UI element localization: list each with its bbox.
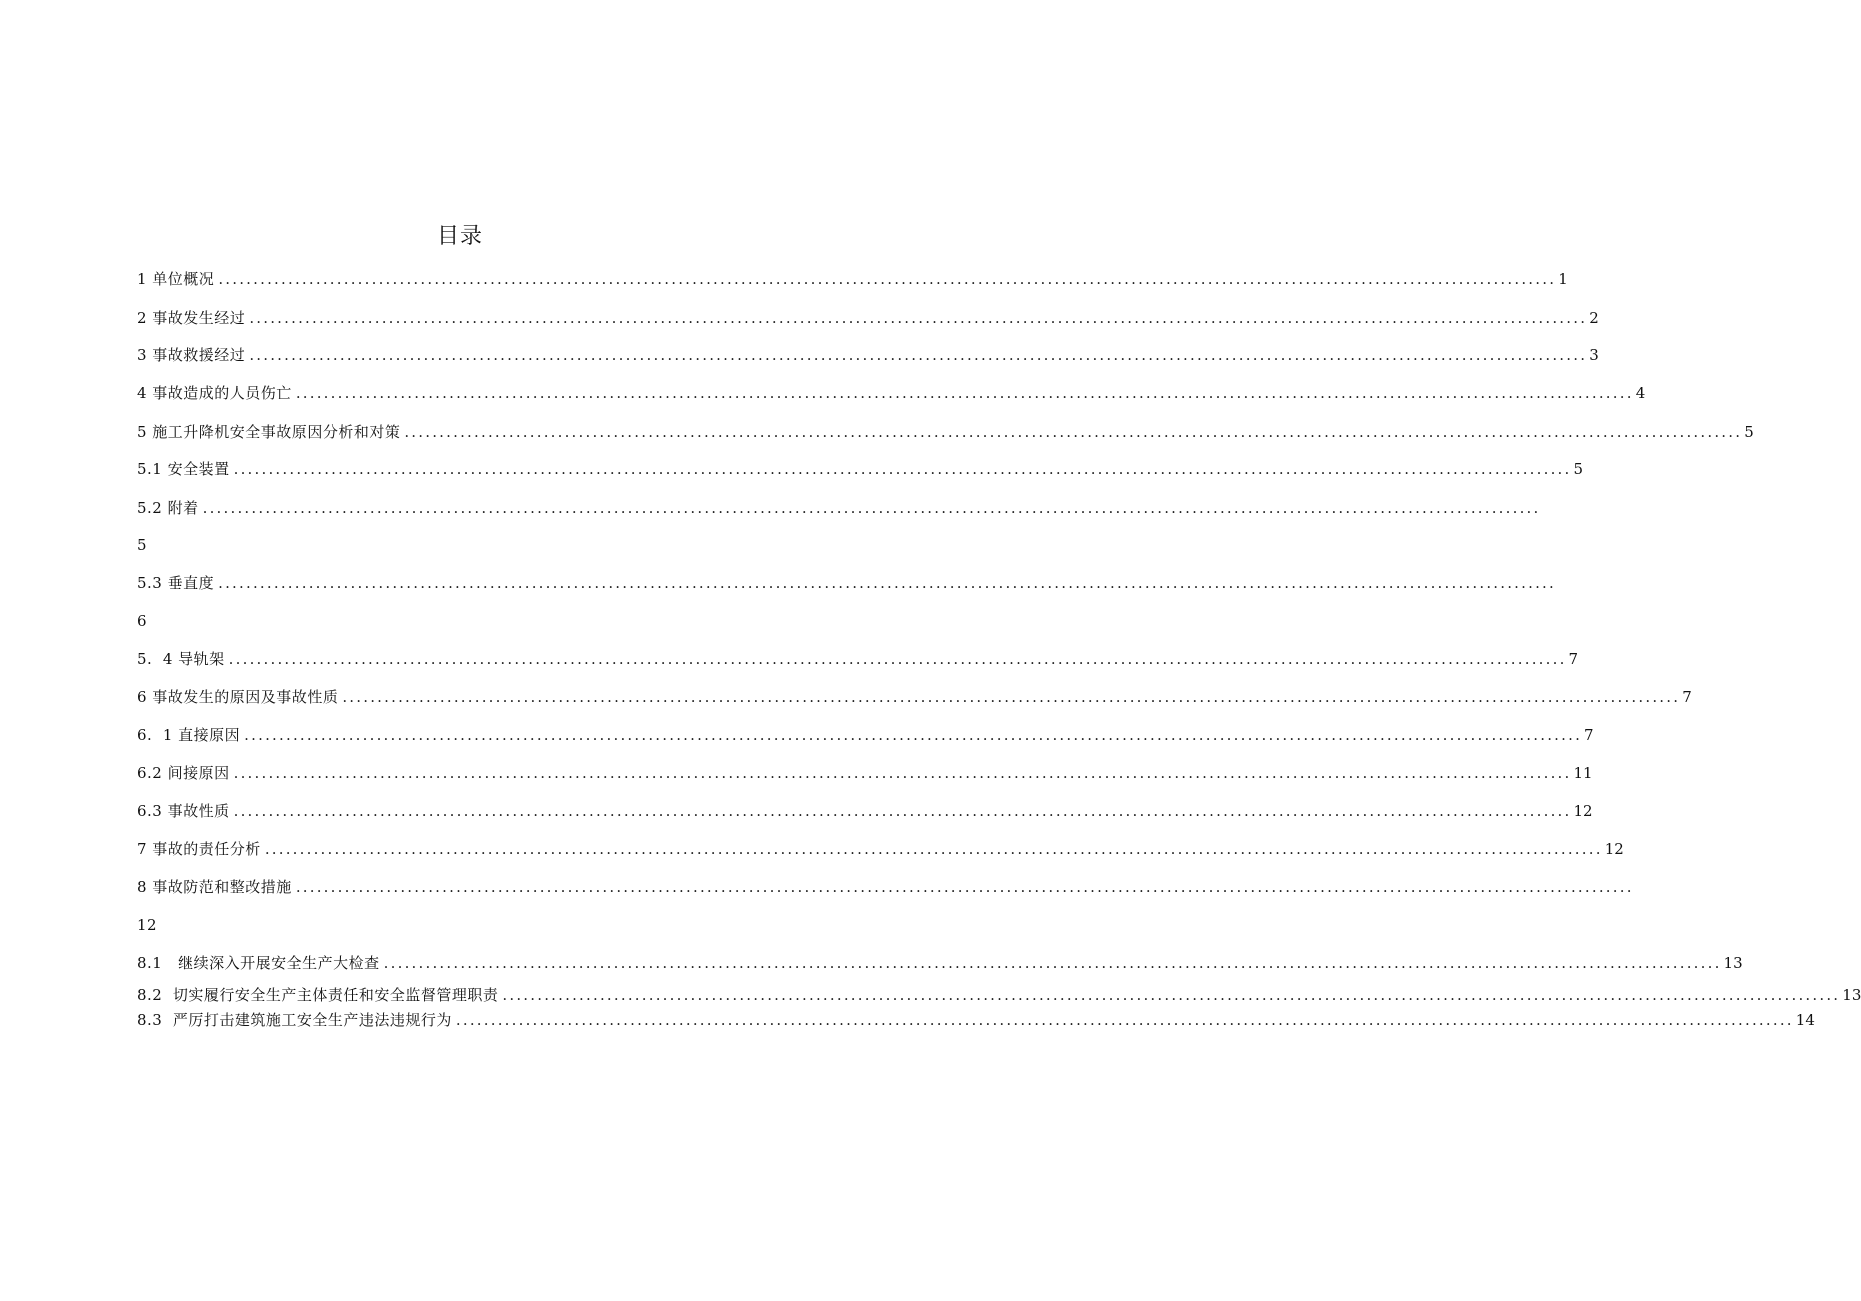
toc-entry[interactable] bbox=[137, 984, 1861, 1006]
toc-entry-page: 13 bbox=[1842, 986, 1861, 1004]
toc-entry[interactable] bbox=[137, 382, 1646, 404]
toc-entry-page: 7 bbox=[1568, 650, 1579, 668]
toc-entry[interactable] bbox=[137, 876, 1634, 898]
toc-entry-label: 5.2 附着 bbox=[137, 499, 199, 517]
toc-entry-label: 5.3 垂直度 bbox=[137, 574, 215, 592]
toc-entry-page: 5 bbox=[137, 536, 148, 554]
dot-leader: ................................................................................................................................................................................................ bbox=[228, 650, 1567, 668]
toc-entry-label: 6.2 间接原因 bbox=[137, 764, 230, 782]
toc-entry-label: 8.3 严厉打击建筑施工安全生产违法违规行为 bbox=[137, 1011, 452, 1029]
toc-entry-label: 4 事故造成的人员伤亡 bbox=[137, 384, 292, 402]
toc-entry-page: 2 bbox=[1589, 309, 1599, 327]
dot-leader: ................................................................................................................................................................................................ bbox=[295, 384, 1634, 402]
toc-entry-page: 11 bbox=[1573, 764, 1593, 782]
toc-entry[interactable] bbox=[137, 458, 1584, 480]
toc-entry-label: 7 事故的责任分析 bbox=[137, 840, 261, 858]
toc-entry[interactable] bbox=[137, 724, 1594, 746]
dot-leader: ................................................................................................................................................................................................ bbox=[202, 499, 1541, 517]
toc-entry-label: 1 单位概况 bbox=[137, 270, 215, 288]
dot-leader: ................................................................................................................................................................................................ bbox=[249, 346, 1588, 364]
toc-entry[interactable] bbox=[137, 572, 1556, 594]
toc-entry[interactable] bbox=[137, 344, 1599, 366]
toc-entry-page: 3 bbox=[1589, 346, 1599, 364]
toc-entry[interactable] bbox=[137, 952, 1743, 974]
toc-entry-page: 12 bbox=[137, 916, 158, 934]
toc-entry[interactable] bbox=[137, 1009, 1815, 1031]
toc-entry-page: 6 bbox=[137, 612, 148, 630]
toc-entry-label: 6 事故发生的原因及事故性质 bbox=[137, 688, 339, 706]
dot-leader: ................................................................................................................................................................................................ bbox=[295, 878, 1634, 896]
toc-entry-page: 5 bbox=[1744, 423, 1754, 441]
toc-entry[interactable] bbox=[137, 268, 1568, 290]
dot-leader: ................................................................................................................................................................................................ bbox=[218, 270, 1557, 288]
toc-entry[interactable] bbox=[137, 762, 1593, 784]
toc-entry-label: 5 施工升降机安全事故原因分析和对策 bbox=[137, 423, 401, 441]
toc-entry-label: 8 事故防范和整改措施 bbox=[137, 878, 292, 896]
dot-leader: ................................................................................................................................................................................................ bbox=[249, 309, 1588, 327]
toc-entry-label: 3 事故救援经过 bbox=[137, 346, 246, 364]
toc-entry[interactable] bbox=[137, 686, 1692, 708]
toc-entry-page: 5 bbox=[1573, 460, 1584, 478]
toc-entry-page: 12 bbox=[1573, 802, 1593, 820]
toc-entry[interactable] bbox=[137, 648, 1579, 670]
dot-leader: ................................................................................................................................................................................................ bbox=[342, 688, 1681, 706]
toc-entry[interactable] bbox=[137, 497, 1541, 519]
toc-entry-label: 5. 4 导轨架 bbox=[137, 650, 225, 668]
toc-entry-page: 1 bbox=[1558, 270, 1568, 288]
dot-leader: ................................................................................................................................................................................................ bbox=[233, 460, 1572, 478]
dot-leader: ................................................................................................................................................................................................ bbox=[233, 802, 1572, 820]
toc-entry[interactable] bbox=[137, 421, 1754, 443]
dot-leader: ................................................................................................................................................................................................ bbox=[244, 726, 1583, 744]
toc-entry-page: 4 bbox=[1635, 384, 1646, 402]
toc-entry-label: 5.1 安全装置 bbox=[137, 460, 230, 478]
toc-entry-label: 2 事故发生经过 bbox=[137, 309, 246, 327]
toc-entry[interactable] bbox=[137, 800, 1593, 822]
toc-entry-label: 6.3 事故性质 bbox=[137, 802, 230, 820]
toc-entry-label: 8.2 切实履行安全生产主体责任和安全监督管理职责 bbox=[137, 986, 499, 1004]
dot-leader: ................................................................................................................................................................................................ bbox=[383, 954, 1722, 972]
dot-leader: ................................................................................................................................................................................................ bbox=[502, 986, 1841, 1004]
toc-entry-page: 7 bbox=[1682, 688, 1692, 706]
toc-entry-page: 14 bbox=[1795, 1011, 1815, 1029]
dot-leader: ................................................................................................................................................................................................ bbox=[264, 840, 1603, 858]
dot-leader: ................................................................................................................................................................................................ bbox=[404, 423, 1743, 441]
toc-title: 目录 bbox=[436, 224, 483, 249]
toc-entry-page: 7 bbox=[1584, 726, 1594, 744]
toc-entry-label: 6. 1 直接原因 bbox=[137, 726, 241, 744]
dot-leader: ................................................................................................................................................................................................ bbox=[233, 764, 1572, 782]
dot-leader: ................................................................................................................................................................................................ bbox=[455, 1011, 1794, 1029]
toc-entry[interactable] bbox=[137, 838, 1624, 860]
toc-entry[interactable] bbox=[137, 307, 1599, 329]
toc-entry-page: 13 bbox=[1723, 954, 1743, 972]
toc-entry-label: 8.1 继续深入开展安全生产大检查 bbox=[137, 954, 380, 972]
toc-entry-page: 12 bbox=[1604, 840, 1624, 858]
dot-leader: ................................................................................................................................................................................................ bbox=[218, 574, 1556, 592]
